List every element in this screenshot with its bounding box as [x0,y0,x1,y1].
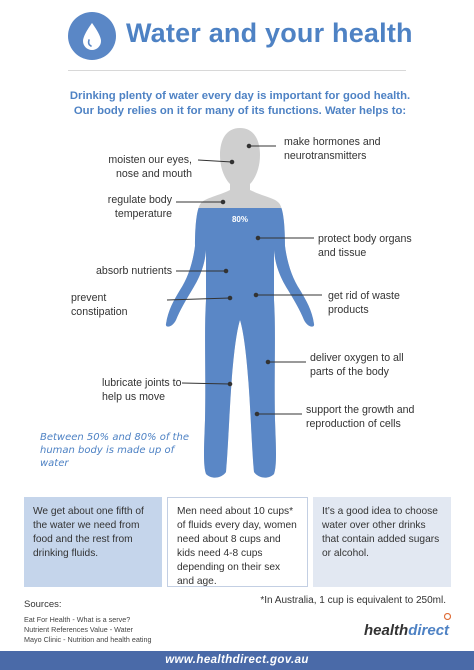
label-protect-organs: protect body organs and tissue [318,233,412,259]
source-item[interactable]: Mayo Clinic - Nutrition and health eating [24,635,152,644]
water-percentage-note: Between 50% and 80% of the human body is made up of water [40,432,189,469]
label-prevent-constipation: prevent constipation [71,292,128,318]
logo-part-health: health [364,622,409,639]
logo-mark-icon [444,613,451,620]
page-title: Water and your health [126,18,413,48]
label-deliver-oxygen: deliver oxygen to all parts of the body [310,352,404,378]
label-waste-products: get rid of waste products [328,290,400,316]
intro-text: Drinking plenty of water every day is important for good health. Our body relies on it for many of its functions. Water helps to: [69,90,411,117]
source-item[interactable]: Nutrient References Value - Water [24,625,134,634]
label-growth-reproduction: support the growth and reproduction of cells [306,404,415,430]
cup-footnote: *In Australia, 1 cup is equivalent to 250ml. [260,595,446,606]
healthdirect-logo[interactable] [364,622,449,639]
label-moisten: moisten our eyes, nose and mouth [108,154,192,180]
info-box-choose-water: It’s a good idea to choose water over other drinks that contain added sugars or alcohol. [313,497,451,587]
percent-label: 80% [231,215,249,224]
info-box-cups: Men need about 10 cups* of fluids every day, women need about 8 cups and kids need 4-8 cups depending on their sex and age. [167,497,308,587]
sources-title: Sources: [24,599,62,610]
label-lubricate-joints: lubricate joints to help us move [102,377,182,403]
footer-bar [0,651,474,670]
footer-url-link[interactable]: www.healthdirect.gov.au [165,654,309,666]
logo-part-direct: direct [408,622,450,639]
label-regulate-temperature: regulate body temperature [107,194,172,220]
info-box-food: We get about one fifth of the water we need from food and the rest from drinking fluids. [24,497,162,587]
label-hormones: make hormones and neurotransmitters [284,136,381,162]
source-item[interactable]: Eat For Health - What is a serve? [24,615,131,624]
label-absorb-nutrients: absorb nutrients [96,265,172,277]
